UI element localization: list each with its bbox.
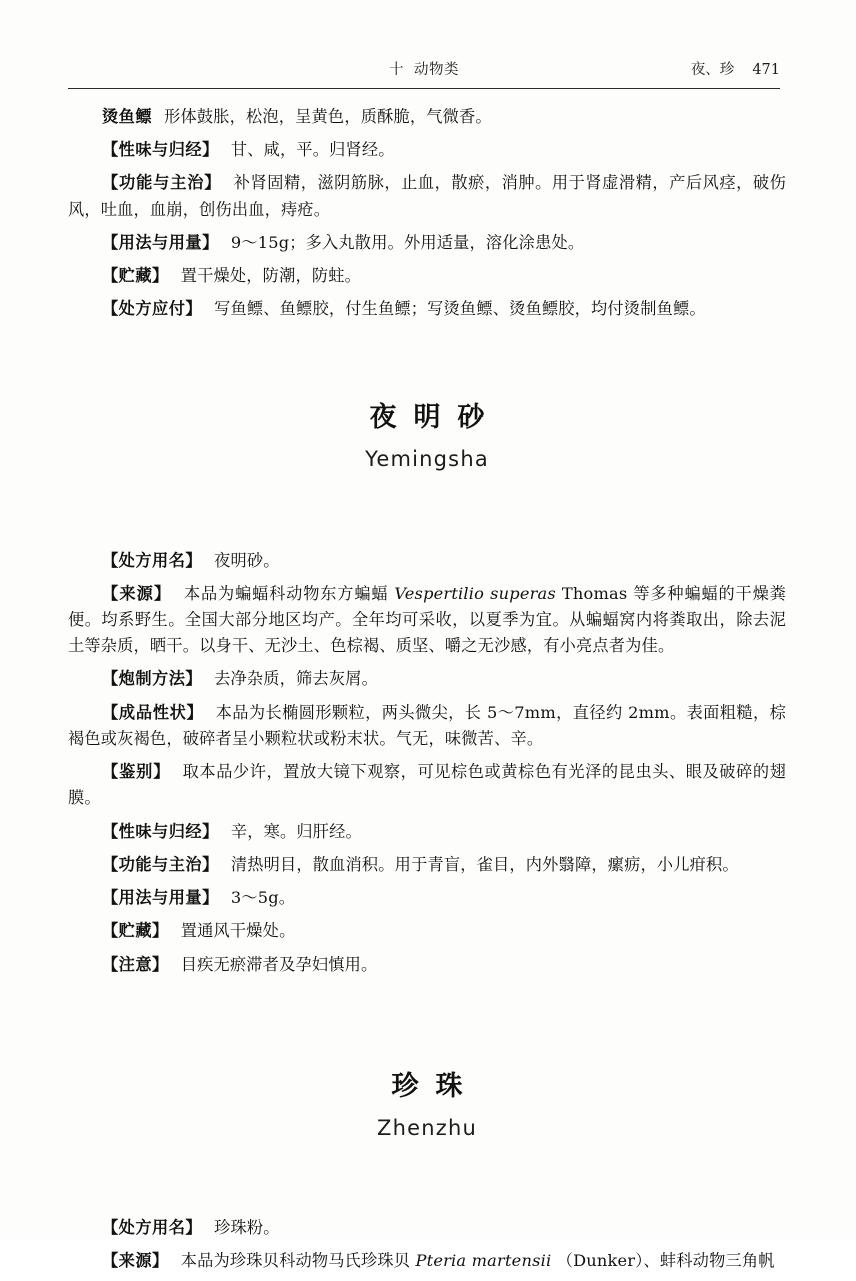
latin-name: Pteria martensii [415, 1250, 552, 1270]
entry-paragraph [68, 852, 786, 878]
entry-paragraph [68, 296, 786, 322]
paragraph-label: 烫鱼鳔 [102, 107, 153, 126]
paragraph-label: 【性味与归经】 [102, 140, 219, 160]
entry-paragraph [68, 759, 786, 811]
herb-name-pinyin: Zhenzhu [377, 1116, 477, 1141]
paragraph-text: 形体鼓胀，松泡，呈黄色，质酥脆，气微香。 [164, 107, 492, 126]
herb-name-cn: 夜明砂 [369, 401, 502, 433]
paragraph-text: 甘、咸，平。归肾经。 [230, 140, 395, 160]
running-head-right [691, 58, 780, 79]
entry-paragraph [68, 104, 786, 130]
paragraph-label: 【注意】 [102, 954, 169, 974]
paragraph-text: 目疾无瘀滞者及孕妇慎用。 [180, 954, 378, 974]
paragraph-label: 【炮制方法】 [102, 669, 203, 689]
page-content [68, 104, 786, 1281]
source-text-1: 本品为蝙蝠科动物东方蝙蝠 [183, 583, 395, 603]
paragraph-text: 清热明目，散血消积。用于青盲，雀目，内外翳障，瘰疬，小儿疳积。 [230, 854, 739, 874]
entry-paragraph-source [68, 581, 786, 660]
entry-paragraph [68, 952, 786, 978]
paragraph-label: 【功能与主治】 [102, 854, 219, 874]
paragraph-label: 【处方用名】 [102, 1217, 203, 1237]
paragraph-label: 【功能与主治】 [102, 173, 222, 193]
paragraph-label: 【贮藏】 [102, 266, 169, 286]
chapter-title: 动物类 [414, 62, 459, 78]
source-text-2: Thomas 等多种蝙蝠的干燥粪便。均系野生。全国大部分地区均产。全年均可采收，以夏季为宜。从蝙蝠窝内将粪取出，除去泥土等杂质，晒干。以身干、无沙土、色棕褐、质坚、嚼之无沙感，有小亮点者为佳。 [68, 583, 786, 656]
paragraph-label: 【贮藏】 [102, 921, 169, 941]
source-text-2: （Dunker）、蚌科动物三角帆 [551, 1250, 775, 1270]
paragraph-label: 【来源】 [102, 583, 172, 603]
paragraph-label: 【来源】 [102, 1250, 169, 1270]
section-zhenzhu [68, 1071, 786, 1274]
herb-heading [68, 402, 786, 476]
paragraph-text: 置干燥处，防潮，防蛀。 [180, 266, 362, 286]
paragraph-label: 【用法与用量】 [102, 888, 219, 908]
paragraph-label: 【处方用名】 [102, 550, 203, 570]
paragraph-text: 3～5g。 [230, 888, 296, 908]
header-rule [68, 88, 780, 89]
entry-paragraph [68, 170, 786, 222]
section-yuliao-continued [68, 104, 786, 323]
herb-heading [68, 1071, 786, 1145]
paragraph-label: 【成品性状】 [102, 702, 204, 722]
measure-length: 5～7mm [486, 702, 556, 722]
paragraph-label: 【处方应付】 [102, 299, 203, 319]
paragraph-text: 补肾固精，滋阴筋脉，止血，散瘀，消肿。用于肾虚滑精，产后风痉，破伤风，吐血，血崩，创伤出血，痔疮。 [68, 173, 787, 219]
properties-text-1: 本品为长椭圆形颗粒，两头微尖，长 [215, 702, 487, 722]
paragraph-label: 【用法与用量】 [102, 232, 219, 252]
entry-paragraph [68, 137, 786, 163]
paragraph-text: 写鱼鳔、鱼鳔胶，付生鱼鳔；写烫鱼鳔、烫鱼鳔胶，均付烫制鱼鳔。 [214, 299, 706, 319]
entry-paragraph [68, 885, 786, 911]
latin-name: Vespertilio superas [394, 583, 556, 603]
entry-paragraph [68, 548, 786, 574]
herb-name-cn: 珍珠 [391, 1070, 480, 1102]
paragraph-text: 去净杂质，筛去灰屑。 [214, 669, 378, 689]
entry-paragraph [68, 263, 786, 289]
entry-paragraph [68, 819, 786, 845]
paragraph-text: 珍珠粉。 [214, 1217, 280, 1237]
paragraph-text: 9～15g；多入丸散用。外用适量，溶化涂患处。 [230, 232, 585, 252]
running-head [68, 58, 780, 88]
herb-name-pinyin: Yemingsha [365, 447, 489, 472]
source-text-1: 本品为珍珠贝科动物马氏珍珠贝 [180, 1250, 416, 1270]
properties-text-2: ，直径约 [555, 702, 629, 722]
entry-paragraph [68, 918, 786, 944]
paragraph-text: 置通风干燥处。 [180, 921, 296, 941]
entry-paragraph [68, 666, 786, 692]
paragraph-label: 【性味与归经】 [102, 821, 219, 841]
properties-text-3: 。表面粗糙，棕褐色或灰褐色，破碎者呈小颗粒状或粉末状。气无，味微苦、辛。 [68, 702, 786, 748]
page-number: 471 [752, 62, 780, 78]
running-head-center [389, 58, 459, 79]
entry-paragraph-properties [68, 700, 786, 752]
measure-diameter: 2mm [628, 702, 670, 722]
entry-paragraph [68, 1215, 786, 1241]
chapter-number: 十 [389, 62, 404, 78]
paragraph-text: 辛，寒。归肝经。 [230, 821, 362, 841]
paragraph-text: 取本品少许，置放大镜下观察，可见棕色或黄棕色有光泽的昆虫头、眼及破碎的翅膜。 [68, 762, 786, 808]
paragraph-label: 【鉴别】 [102, 762, 171, 782]
entry-paragraph-source [68, 1248, 786, 1274]
section-yemingsha [68, 402, 786, 978]
entry-paragraph [68, 230, 786, 256]
side-index: 夜、珍 [690, 62, 735, 78]
paragraph-text: 夜明砂。 [214, 550, 280, 570]
